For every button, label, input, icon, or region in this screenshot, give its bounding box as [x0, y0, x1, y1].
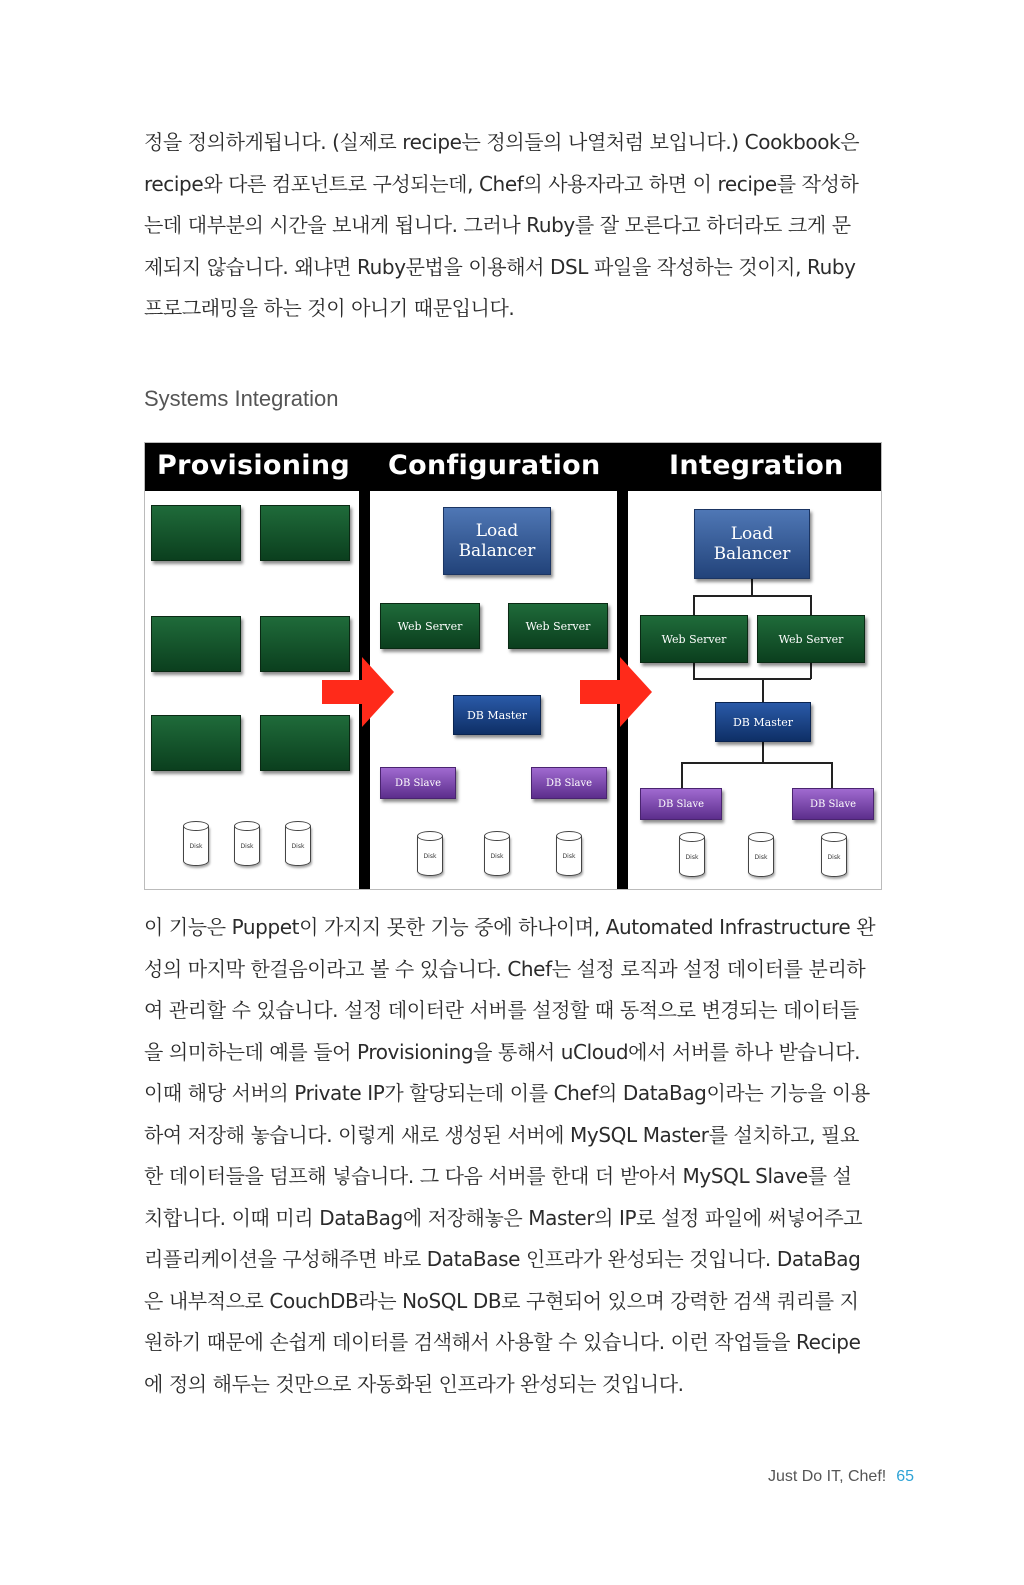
text-line: recipe와 다른 컴포넌트로 구성되는데, Chef의 사용자라고 하면 이 recipe를 작성하: [144, 171, 859, 196]
db-slave-node: DB Slave: [640, 788, 722, 820]
text-line: 치합니다. 이때 미리 DataBag에 저장해놓은 Master의 IP로 설정 파일에 써넣어주고: [144, 1205, 863, 1230]
text-line: 성의 마지막 한걸음이라고 볼 수 있습니다. Chef는 설정 로직과 설정 데이터를 분리하: [144, 956, 866, 981]
text-line: 여 관리할 수 있습니다. 설정 데이터란 서버를 설정할 때 동적으로 변경되는 데이터들: [144, 998, 859, 1022]
disk-icon: Disk: [234, 821, 260, 869]
section-heading: Systems Integration: [144, 386, 339, 411]
text-line: 는데 대부분의 시간을 보내게 됩니다. 그러나 Ruby를 잘 모른다고 하더라도 크게 문: [144, 213, 851, 237]
text-line: 제되지 않습니다. 왜냐면 Ruby문법을 이용해서 DSL 파일을 작성하는 것이지, Ruby: [144, 254, 856, 279]
text-line: 원하기 때문에 손쉽게 데이터를 검색해서 사용할 수 있습니다. 이런 작업들을 Recipe: [144, 1330, 861, 1354]
column-title-provisioning: Provisioning: [157, 450, 351, 481]
disk-icon: Disk: [417, 831, 443, 879]
body-paragraph-2: [144, 907, 884, 1405]
column-title-integration: Integration: [669, 450, 844, 481]
text-line: 하여 저장해 놓습니다. 이렇게 새로 생성된 서버에 MySQL Master를 설치하고, 필요: [144, 1122, 859, 1147]
text-line: 정을 정의하게됩니다. (실제로 recipe는 정의들의 나열처럼 보입니다.) Cookbook은: [144, 130, 860, 154]
text-line: 이때 해당 서버의 Private IP가 할당되는데 이를 Chef의 DataBag이라는 기능을 이용: [144, 1081, 870, 1105]
db-slave-node: DB Slave: [380, 767, 456, 799]
disk-icon: Disk: [679, 832, 705, 880]
text-line: 한 데이터들을 덤프해 넣습니다. 그 다음 서버를 한대 더 받아서 MySQL Slave를 설: [144, 1164, 852, 1188]
book-title: Just Do IT, Chef!: [767, 1468, 887, 1485]
load-balancer-node: Load Balancer: [443, 507, 551, 575]
text-line: 에 정의 해두는 것만으로 자동화된 인프라가 완성되는 것입니다.: [144, 1371, 684, 1396]
server-box: [260, 505, 350, 561]
db-slave-node: DB Slave: [792, 788, 874, 820]
integration-panel: [628, 491, 881, 889]
web-server-node: Web Server: [380, 603, 480, 649]
arrow-right-icon: [322, 657, 394, 727]
server-box: [151, 616, 241, 672]
disk-icon: Disk: [821, 832, 847, 880]
text-line: 이 기능은 Puppet이 가지지 못한 기능 중에 하나이며, Automated Infrastructure 완: [144, 915, 876, 939]
disk-icon: Disk: [183, 821, 209, 869]
web-server-node: Web Server: [757, 615, 865, 663]
text-line: 을 의미하는데 예를 들어 Provisioning을 통해서 uCloud에서 서버를 하나 받습니다.: [144, 1039, 861, 1064]
server-box: [151, 505, 241, 561]
text-line: 은 내부적으로 CouchDB라는 NoSQL DB로 구현되어 있으며 강력한 검색 쿼리를 지: [144, 1288, 859, 1313]
load-balancer-node: Load Balancer: [694, 509, 810, 579]
page-footer: [600, 1468, 914, 1486]
page-number: 65: [896, 1468, 914, 1485]
disk-icon: Disk: [748, 832, 774, 880]
disk-icon: Disk: [484, 831, 510, 879]
systems-integration-diagram: [144, 442, 882, 890]
text-line: 리플리케이션을 구성해주면 바로 DataBase 인프라가 완성되는 것입니다. DataBag: [144, 1247, 861, 1271]
disk-icon: Disk: [285, 821, 311, 869]
column-title-configuration: Configuration: [388, 450, 601, 481]
db-master-node: DB Master: [715, 702, 811, 742]
body-paragraph-1: [144, 122, 884, 330]
db-slave-node: DB Slave: [531, 767, 607, 799]
server-box: [151, 715, 241, 771]
text-line: 프로그래밍을 하는 것이 아니기 때문입니다.: [144, 296, 515, 320]
web-server-node: Web Server: [508, 603, 608, 649]
disk-icon: Disk: [556, 831, 582, 879]
web-server-node: Web Server: [640, 615, 748, 663]
db-master-node: DB Master: [453, 695, 541, 735]
arrow-right-icon: [580, 657, 652, 727]
